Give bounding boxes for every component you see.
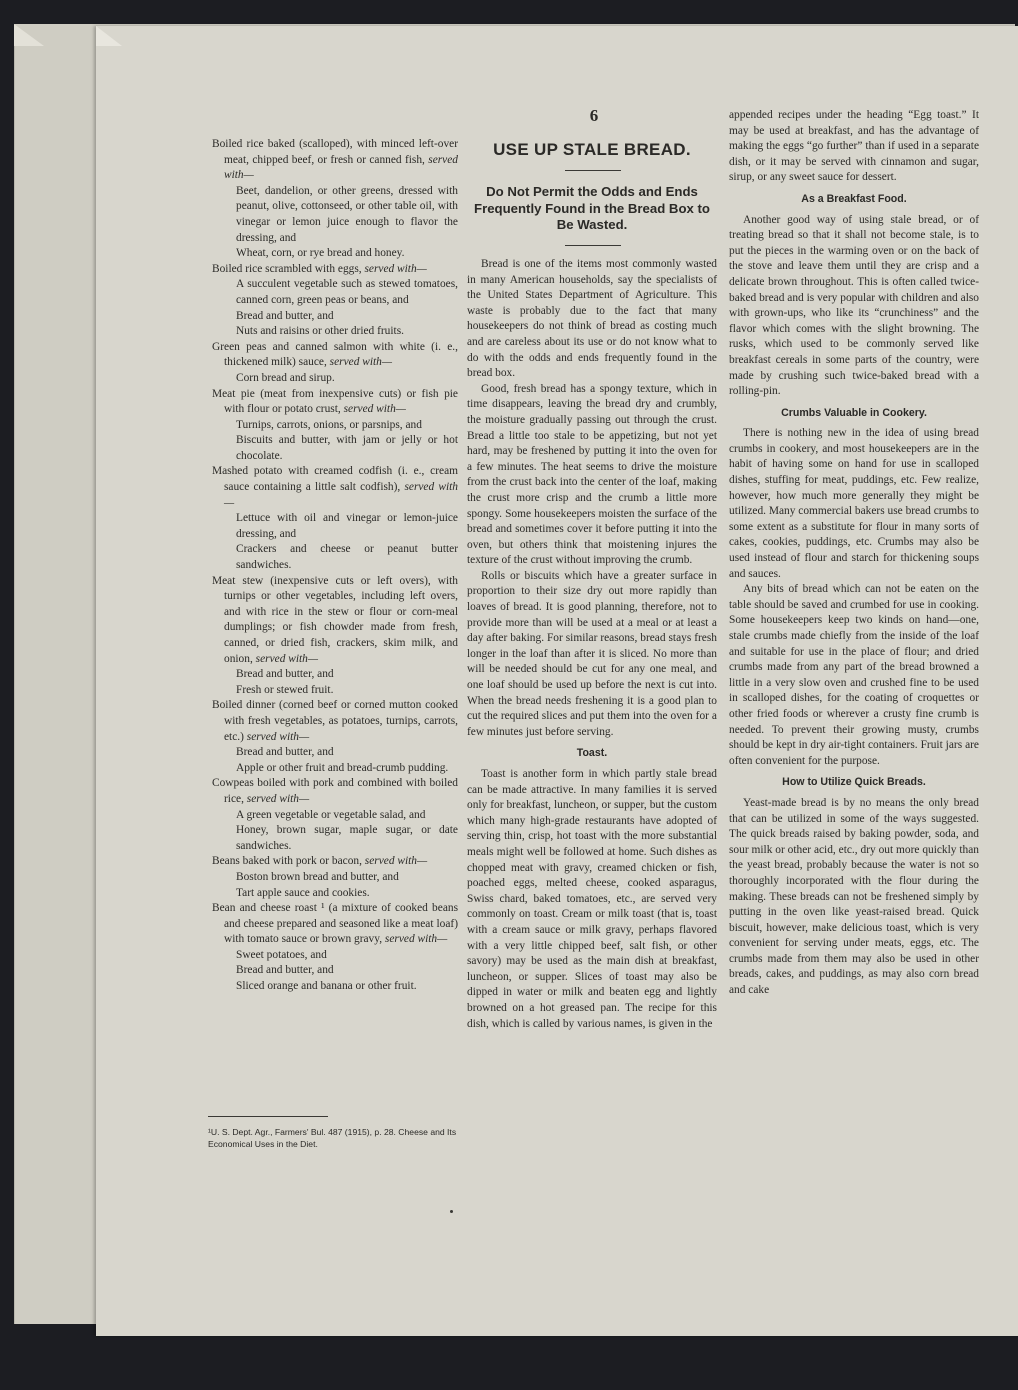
served-with-label: served with— [329,356,392,369]
menu-sub-item: Bread and butter, and [236,309,334,322]
paragraph: Bread is one of the items most commonly wasted in many American households, say the specialists of the United States Department of Agriculture. This waste is probably due to the fact that many housekeepers do not think of bread as costing much and are careless about its use or do not know what to do with the odds and ends frequently found in the bread box. [467,258,717,380]
left-column-menu-list [208,137,458,995]
footnote: ¹U. S. Dept. Agr., Farmers' Bul. 487 (1915), p. 28. Cheese and Its Economical Uses in the Diet. [208,1127,457,1149]
menu-sub-item: Wheat, corn, or rye bread and honey. [236,247,405,260]
menu-item [208,262,458,340]
menu-sub-item: Crackers and cheese or peanut butter sandwiches. [236,543,458,572]
menu-sub-item: Bread and butter, and [236,746,334,759]
menu-sub-item: Bread and butter, and [236,964,334,977]
served-with-label: served with— [364,262,427,275]
paragraph: Any bits of bread which can not be eaten on the table should be saved and crumbed for use in cooking. Some housekeepers keep two kinds on hand—one, stale crumbs made chiefly from the inside of the loaf and suitable for use in the place of flour; and dried crumbs made from any part of the bread browned a little in a very slow oven and crushed fine to be used in scalloped dishes, for the coating of croquettes or other fried foods or wherever a crusty fine crumb is needed. To prevent their growing musty, crumbs should be kept in dry air-tight containers. Fruit jars are often convenient for the purpose. [729,583,979,767]
served-with-label: served with— [343,403,406,416]
menu-item-main: Meat stew (inexpensive cuts or left overs), with turnips or other vegetables, including left overs, and with rice in the stew or flour or corn-meal dumplings; or fish chowder made from fresh, canned, or dried fish, crackers, skim milk, and onion, [212,574,458,665]
menu-sub-item: Biscuits and butter, with jam or jelly or hot chocolate. [236,434,458,462]
menu-item-main: Boiled rice baked (scalloped), with minced left-over meat, chipped beef, or fresh or canned fish, [212,138,458,166]
served-with-label: served with— [384,933,448,946]
menu-item-main: Mashed potato with creamed codfish (i. e., cream sauce containing a little salt codfish), [212,465,458,494]
menu-item [208,574,458,699]
menu-sub-item: A green vegetable or vegetable salad, and [236,808,426,821]
served-with-label: served with— [246,730,310,743]
served-with-label: served with— [255,652,318,665]
menu-sub-item: A succulent vegetable such as stewed tomatoes, canned corn, green peas or beans, and [236,278,458,306]
page-number: 6 [589,106,599,125]
menu-item [208,901,458,995]
menu-sub-item: Sliced orange and banana or other fruit. [236,980,417,993]
menu-item [208,464,458,573]
menu-item [208,340,458,387]
menu-item-main: Cowpeas boiled with pork and combined with boiled rice, [212,777,458,805]
article-title: USE UP STALE BREAD. [493,140,691,159]
menu-sub-item: Beet, dandelion, or other greens, dressed with peanut, olive, cottonseed, or other table oil, with vinegar or lemon juice enough to flavor the dressing, and [236,184,458,244]
subtitle-rule [565,245,621,246]
paragraph: Another good way of using stale bread, or of treating bread so that it shall not become stale, is to put the pieces in the warming oven or on the back of the stove and leave them until they are crisp and a delicate brown throughout. This is often called twice-baked bread and is very popular with children and also with grown-ups, who like its “crunchiness” and the flavor which comes with the slight browning. The rusks, which used to be commonly served like breakfast cereals in some parts of the country, were made by crushing such twice-baked bread with a rolling-pin. [729,213,979,398]
menu-item [208,137,458,262]
menu-sub-item: Honey, brown sugar, maple sugar, or date sandwiches. [236,824,458,852]
served-with-label: served with— [224,481,458,509]
menu-item-main: Green peas and canned salmon with white (i. e., thickened milk) sauce, [212,340,458,369]
paragraph: appended recipes under the heading “Egg toast.” It may be used at breakfast, and has the advantage of making the eggs “go further” than if used in a separate dish, or it may be served with cinnamon and sugar, sirup, or any sweet sauce for dessert. [729,109,979,184]
footnote-rule [208,1116,328,1117]
menu-sub-item: Corn bread and sirup. [236,371,335,384]
section-heading-crumbs: Crumbs Valuable in Cookery. [781,406,927,419]
menu-sub-item: Lettuce with oil and vinegar or lemon-juice dressing, and [236,512,458,540]
menu-item-main: Bean and cheese roast ¹ (a mixture of cooked beans and cheese prepared and seasoned like a meat loaf) with tomato sauce or brown gravy, [212,902,458,946]
menu-sub-item: Tart apple sauce and cookies. [236,886,370,899]
menu-sub-item: Bread and butter, and [236,668,334,681]
menu-item-main: Beans baked with pork or bacon, [212,855,365,868]
paragraph: Good, fresh bread has a spongy texture, which in time disappears, leaving the bread dry and crumbly, the moisture gradually passing out through the crust. Bread a little too stale to be appetizing, but not yet hard, may be freshened by putting it into the oven for a few minutes. The heat seems to drive the moisture from the crust back into the center of the loaf, making the crust more crisp and the crumb a little more spongy. Some housekeepers moisten the surface of the bread and sometimes cover it before putting it into the oven, but others think that moistening injures the texture of the crust without improving the crumb. [467,382,717,567]
menu-sub-item: Fresh or stewed fruit. [236,683,334,696]
menu-item-main: Boiled dinner (corned beef or corned mutton cooked with fresh vegetables, as potatoes, turnips, carrots, etc.) [212,699,458,743]
section-heading-quick-breads: How to Utilize Quick Breads. [782,776,926,789]
right-column [729,108,979,999]
paragraph: Yeast-made bread is by no means the only bread that can be utilized in some of the ways suggested. The quick breads raised by baking powder, soda, and sour milk or other acid, etc., dry out more quickly than the yeast bread, probably because the water is not so thoroughly incorporated with the flour during the making. These breads can not be freshened simply by putting in the oven like yeast-raised bread. Quick biscuit, however, make delicious toast, which is very convenient for serving under meats, eggs, etc. The crumbs made from them may also be used in other breads, cakes, and puddings, as may also corn bread and cake [729,796,979,997]
paragraph: Rolls or biscuits which have a greater surface in proportion to their size dry out more rapidly than loaves of bread. It is good planning, therefore, not to provide more than will be used at a meal or at least a day after baking. For similar reasons, bread stays fresh longer in the loaf than after it is sliced. No more than will be needed should be cut for any one meal, and one loaf should be used up before the next is cut into. When the bread needs freshening it is a good plan to cut the required slices and put them into the oven for a few minutes just before serving. [467,569,717,738]
page-mark [450,1210,453,1213]
menu-item [208,387,458,465]
section-heading-toast: Toast. [576,747,608,760]
menu-sub-item: Nuts and raisins or other dried fruits. [236,325,404,338]
served-with-label: served with— [224,153,458,182]
menu-sub-item: Sweet potatoes, and [236,948,327,961]
middle-column [467,257,717,1032]
section-heading-breakfast: As a Breakfast Food. [801,192,907,205]
menu-item-main: Boiled rice scrambled with eggs, [212,262,365,275]
paragraph: There is nothing new in the idea of using bread crumbs in cookery, and most housekeepers are in the habit of having some on hand for use in scalloped dishes, stuffing for meat, puddings, etc. Few realize, however, how much more generally they might be utilized. Many commercial bakers use bread crumbs to some extent as a substitute for flour in many sorts of cakes, cookies, puddings, etc. Crumbs may also be used instead of flour and starch for thickening soups and sauces. [729,427,979,580]
menu-item [208,698,458,776]
menu-sub-item: Apple or other fruit and bread-crumb pudding. [236,761,449,774]
served-with-label: served with— [246,792,310,805]
menu-sub-item: Turnips, carrots, onions, or parsnips, and [236,418,422,431]
title-rule [565,170,621,171]
paragraph: Toast is another form in which partly stale bread can be made attractive. In many families it is served only for breakfast, luncheon, or supper, but the custom which many high-grade restaurants have adopted of serving thin, crisp, hot toast with the more substantial meals might well be followed at home. Such dishes as chopped meat with gravy, creamed chicken or fish, poached eggs, melted cheese, cooked asparagus, Swiss chard, baked tomatoes, etc., are served very commonly on toast. Cream or milk toast (that is, toast with a cream sauce or milk gravy, perhaps flavored with a very little chipped beef, salt fish, or other savory) may be used as the main dish at breakfast, luncheon, or supper. Slices of toast may also be dipped in water or milk and beaten egg and lightly browned on a hot greased pan. The recipe for this dish, which is called by various names, is given in the [467,768,717,1030]
menu-item-main: Meat pie (meat from inexpensive cuts) or fish pie with flour or potato crust, [212,387,458,416]
menu-item [208,854,458,901]
article-subtitle: Do Not Permit the Odds and Ends Frequently Found in the Bread Box to Be Wasted. [474,184,710,232]
menu-item [208,776,458,854]
menu-sub-item: Boston brown bread and butter, and [236,870,399,883]
served-with-label: served with— [364,855,428,868]
